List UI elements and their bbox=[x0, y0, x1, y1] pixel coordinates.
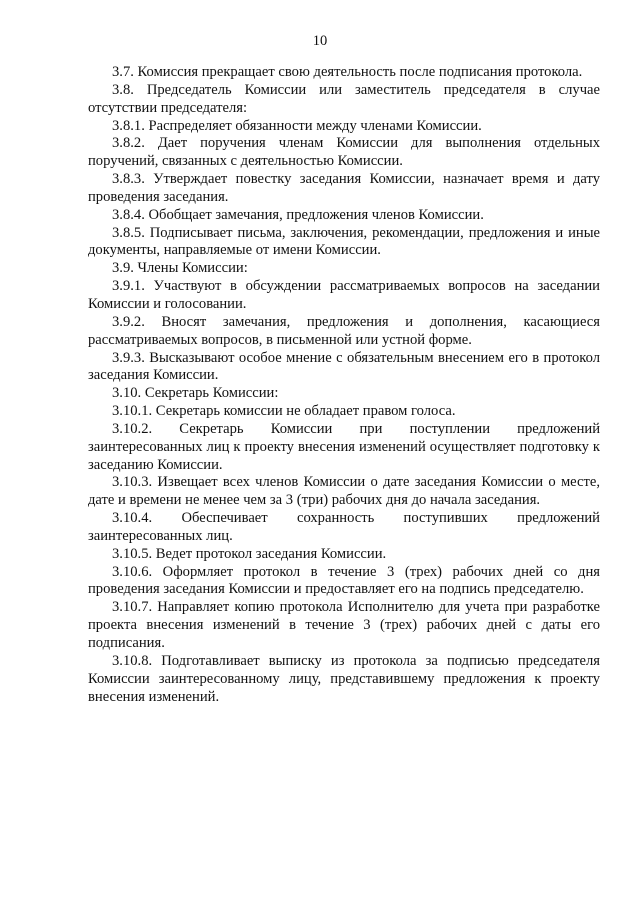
paragraph-3-8-5: 3.8.5. Подписывает письма, заключения, рекомендации, предложения и иные документы, направляемые от имени Комиссии. bbox=[88, 224, 600, 259]
paragraph-3-8-1: 3.8.1. Распределяет обязанности между членами Комиссии. bbox=[112, 117, 482, 134]
paragraph-3-10-7: 3.10.7. Направляет копию протокола Исполнителю для учета при разработке проекта внесения изменений в течение 3 (трех) рабочих дней с даты его подписания. bbox=[88, 599, 600, 651]
paragraph-3-10-1: 3.10.1. Секретарь комиссии не обладает правом голоса. bbox=[112, 403, 456, 420]
paragraph-3-9-3: 3.9.3. Высказывают особое мнение с обязательным внесением его в протокол заседания Комиссии. bbox=[88, 349, 600, 384]
paragraph-3-10-8: 3.10.8. Подготавливает выписку из протокола за подписью председателя Комиссии заинтересованному лицу, представившему предложения к проекту внесения изменений. bbox=[88, 652, 600, 705]
paragraph-3-8-2: 3.8.2. Дает поручения членам Комиссии для выполнения отдельных поручений, связанных с деятельностью Комиссии. bbox=[88, 135, 600, 170]
paragraph-3-8-4: 3.8.4. Обобщает замечания, предложения членов Комиссии. bbox=[112, 206, 484, 223]
paragraph-3-8-3: 3.8.3. Утверждает повестку заседания Комиссии, назначает время и дату проведения заседания. bbox=[88, 171, 600, 205]
paragraph-3-10-2: 3.10.2. Секретарь Комиссии при поступлении предложений заинтересованных лиц к проекту внесения изменений осуществляет подготовку к заседанию Комиссии. bbox=[88, 420, 600, 473]
paragraph-3-10-6: 3.10.6. Оформляет протокол в течение 3 (трех) рабочих дней со дня проведения заседания Комиссии и предоставляет его на подпись председателю. bbox=[88, 563, 600, 598]
document-body bbox=[88, 64, 600, 706]
paragraph-3-7: 3.7. Комиссия прекращает свою деятельность после подписания протокола. bbox=[112, 64, 583, 80]
paragraph-3-9: 3.9. Члены Комиссии: bbox=[112, 260, 248, 277]
paragraph-3-10-4: 3.10.4. Обеспечивает сохранность поступивших предложений заинтересованных лиц. bbox=[88, 510, 600, 544]
paragraph-3-10-5: 3.10.5. Ведет протокол заседания Комиссии. bbox=[112, 545, 387, 562]
paragraph-3-10-3: 3.10.3. Извещает всех членов Комиссии о дате заседания Комиссии о месте, дате и времени не менее чем за 3 (три) рабочих дня до начала заседания. bbox=[88, 474, 600, 509]
page-number: 10 bbox=[312, 33, 328, 49]
paragraph-3-9-2: 3.9.2. Вносят замечания, предложения и дополнения, касающиеся рассматриваемых вопросов, в письменной или устной форме. bbox=[88, 313, 600, 348]
paragraph-3-9-1: 3.9.1. Участвуют в обсуждении рассматриваемых вопросов на заседании Комиссии и голосовании. bbox=[88, 278, 600, 312]
paragraph-3-10: 3.10. Секретарь Комиссии: bbox=[112, 385, 279, 402]
paragraph-3-8: 3.8. Председатель Комиссии или заместитель председателя в случае отсутствии председателя: bbox=[88, 81, 600, 116]
